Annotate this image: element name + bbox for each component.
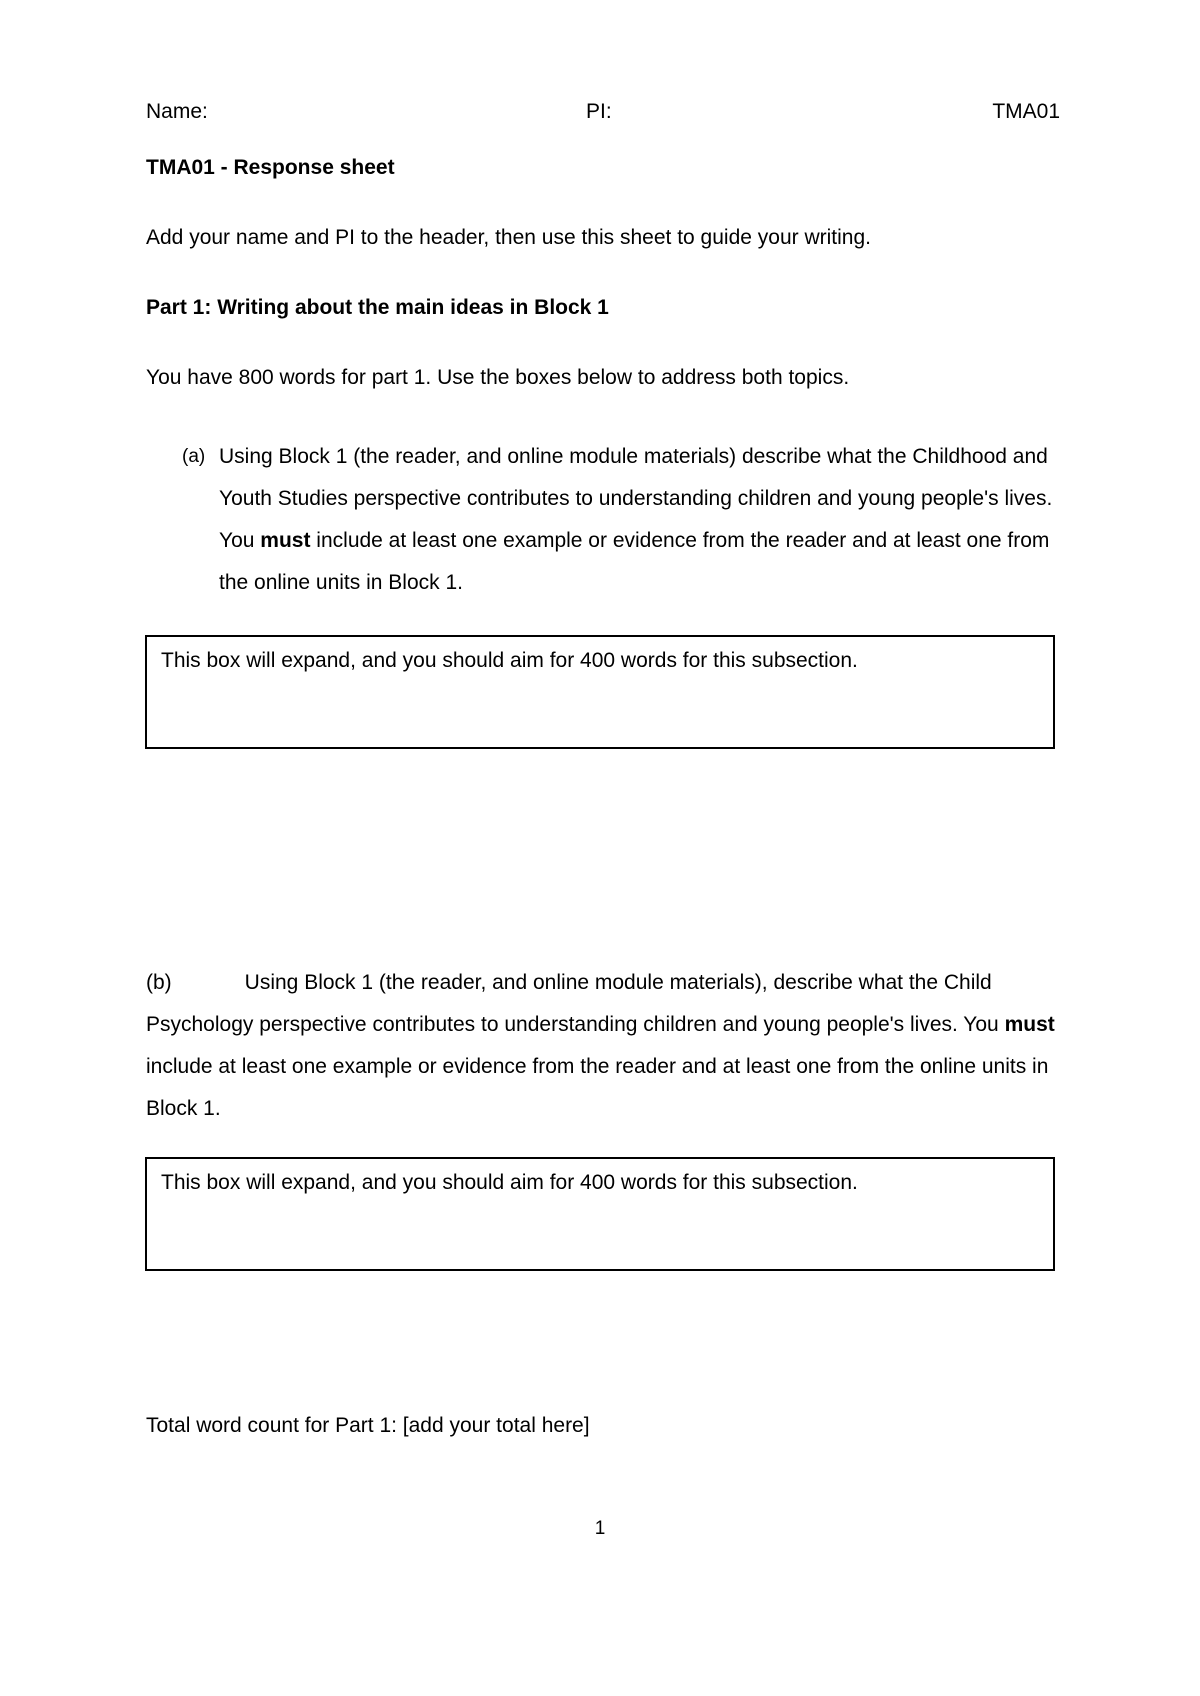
question-a-text-after: include at least one example or evidence from the reader and at least one from the online units in Block 1. [219, 529, 1050, 594]
question-b-text-after: include at least one example or evidence from the reader and at least one from the online units in Block 1. [146, 1055, 1049, 1120]
question-a-text-before: Using Block 1 (the reader, and online module materials) describe what the Childhood and Youth Studies perspective contributes to understanding children and young people's lives. You [219, 445, 1053, 552]
question-a-text [219, 436, 1059, 604]
answer-box-a-placeholder: This box will expand, and you should aim for 400 words for this subsection. [161, 649, 858, 672]
question-b-marker: (b) [146, 971, 172, 994]
document-title: TMA01 - Response sheet [146, 156, 395, 179]
header-assignment-code: TMA01 [992, 100, 1060, 123]
answer-box-a[interactable] [145, 635, 1055, 749]
question-a-marker: (a) [182, 446, 206, 467]
part1-intro: You have 800 words for part 1. Use the boxes below to address both topics. [146, 366, 850, 389]
question-a-emphasis: must [260, 529, 311, 552]
instruction-text: Add your name and PI to the header, then use this sheet to guide your writing. [146, 226, 871, 249]
question-b-text-before: Using Block 1 (the reader, and online module materials), describe what the Child Psychology perspective contributes to understanding children and young people's lives. You [146, 971, 1005, 1036]
header-name-label: Name: [146, 100, 208, 123]
total-word-count: Total word count for Part 1: [add your total here] [146, 1414, 590, 1437]
header-pi-label: PI: [586, 100, 612, 123]
question-b-emphasis: must [1004, 1013, 1055, 1036]
part1-heading: Part 1: Writing about the main ideas in Block 1 [146, 296, 609, 319]
page-number: 1 [594, 1518, 606, 1539]
question-b [146, 962, 1066, 1130]
answer-box-b[interactable] [145, 1157, 1055, 1271]
page-header [146, 100, 1060, 130]
answer-box-b-placeholder: This box will expand, and you should aim for 400 words for this subsection. [161, 1171, 858, 1194]
